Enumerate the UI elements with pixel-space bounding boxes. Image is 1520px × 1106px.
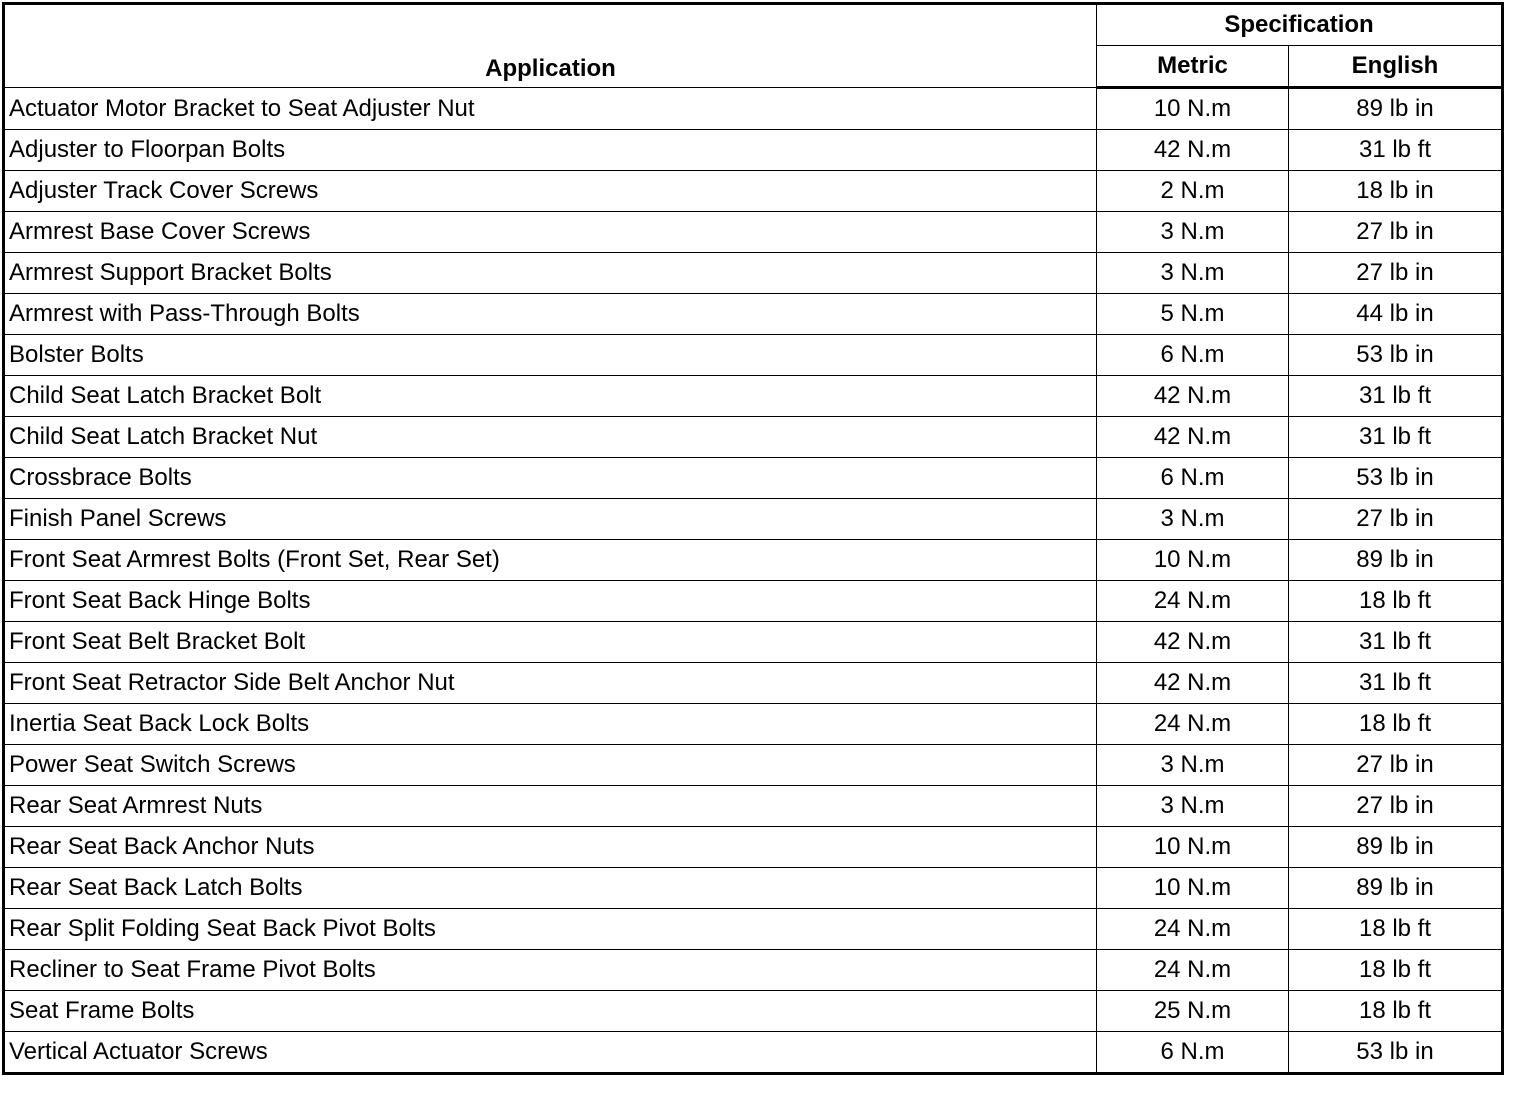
metric-cell: 10 N.m	[1097, 540, 1289, 581]
table-row	[4, 458, 1503, 499]
table-row	[4, 499, 1503, 540]
header-row-top	[4, 4, 1503, 46]
metric-cell: 24 N.m	[1097, 581, 1289, 622]
table-row	[4, 294, 1503, 335]
english-cell: 18 lb ft	[1289, 950, 1503, 991]
english-cell: 53 lb in	[1289, 335, 1503, 376]
table-row	[4, 581, 1503, 622]
application-cell: Inertia Seat Back Lock Bolts	[4, 704, 1097, 745]
application-cell: Actuator Motor Bracket to Seat Adjuster Nut	[4, 88, 1097, 130]
application-cell: Vertical Actuator Screws	[4, 1032, 1097, 1074]
application-cell: Armrest Support Bracket Bolts	[4, 253, 1097, 294]
application-cell: Rear Seat Back Anchor Nuts	[4, 827, 1097, 868]
metric-cell: 6 N.m	[1097, 335, 1289, 376]
english-cell: 27 lb in	[1289, 745, 1503, 786]
application-header: Application	[4, 4, 1097, 88]
english-header: English	[1289, 46, 1503, 88]
english-cell: 27 lb in	[1289, 499, 1503, 540]
application-cell: Armrest Base Cover Screws	[4, 212, 1097, 253]
table-header	[4, 4, 1503, 88]
table-row	[4, 376, 1503, 417]
metric-cell: 3 N.m	[1097, 212, 1289, 253]
table-row	[4, 991, 1503, 1032]
metric-header: Metric	[1097, 46, 1289, 88]
table-row	[4, 88, 1503, 130]
english-cell: 89 lb in	[1289, 868, 1503, 909]
metric-cell: 24 N.m	[1097, 704, 1289, 745]
application-cell: Front Seat Back Hinge Bolts	[4, 581, 1097, 622]
metric-cell: 10 N.m	[1097, 868, 1289, 909]
metric-cell: 24 N.m	[1097, 909, 1289, 950]
application-cell: Adjuster to Floorpan Bolts	[4, 130, 1097, 171]
application-cell: Rear Seat Armrest Nuts	[4, 786, 1097, 827]
application-cell: Adjuster Track Cover Screws	[4, 171, 1097, 212]
english-cell: 27 lb in	[1289, 212, 1503, 253]
english-cell: 31 lb ft	[1289, 663, 1503, 704]
english-cell: 44 lb in	[1289, 294, 1503, 335]
table-row	[4, 540, 1503, 581]
table-body	[4, 88, 1503, 1074]
table-row	[4, 786, 1503, 827]
table-row	[4, 171, 1503, 212]
table-row	[4, 827, 1503, 868]
metric-cell: 2 N.m	[1097, 171, 1289, 212]
table-row	[4, 745, 1503, 786]
table-row	[4, 704, 1503, 745]
application-cell: Front Seat Armrest Bolts (Front Set, Rear Set)	[4, 540, 1097, 581]
english-cell: 27 lb in	[1289, 786, 1503, 827]
english-cell: 31 lb ft	[1289, 622, 1503, 663]
english-cell: 31 lb ft	[1289, 130, 1503, 171]
application-cell: Armrest with Pass-Through Bolts	[4, 294, 1097, 335]
table-row	[4, 212, 1503, 253]
english-cell: 18 lb ft	[1289, 704, 1503, 745]
metric-cell: 3 N.m	[1097, 745, 1289, 786]
english-cell: 18 lb ft	[1289, 909, 1503, 950]
metric-cell: 24 N.m	[1097, 950, 1289, 991]
english-cell: 53 lb in	[1289, 1032, 1503, 1074]
metric-cell: 42 N.m	[1097, 622, 1289, 663]
metric-cell: 6 N.m	[1097, 458, 1289, 499]
english-cell: 89 lb in	[1289, 540, 1503, 581]
application-cell: Seat Frame Bolts	[4, 991, 1097, 1032]
torque-spec-table	[2, 2, 1504, 1075]
application-cell: Crossbrace Bolts	[4, 458, 1097, 499]
metric-cell: 3 N.m	[1097, 253, 1289, 294]
metric-cell: 10 N.m	[1097, 88, 1289, 130]
application-cell: Rear Split Folding Seat Back Pivot Bolts	[4, 909, 1097, 950]
metric-cell: 25 N.m	[1097, 991, 1289, 1032]
english-cell: 53 lb in	[1289, 458, 1503, 499]
metric-cell: 10 N.m	[1097, 827, 1289, 868]
table-row	[4, 253, 1503, 294]
table-row	[4, 335, 1503, 376]
table-row	[4, 417, 1503, 458]
metric-cell: 42 N.m	[1097, 376, 1289, 417]
specification-header: Specification	[1097, 4, 1503, 46]
application-cell: Recliner to Seat Frame Pivot Bolts	[4, 950, 1097, 991]
application-cell: Front Seat Retractor Side Belt Anchor Nut	[4, 663, 1097, 704]
application-cell: Front Seat Belt Bracket Bolt	[4, 622, 1097, 663]
metric-cell: 42 N.m	[1097, 663, 1289, 704]
table-row	[4, 950, 1503, 991]
metric-cell: 3 N.m	[1097, 786, 1289, 827]
application-cell: Finish Panel Screws	[4, 499, 1097, 540]
metric-cell: 42 N.m	[1097, 417, 1289, 458]
english-cell: 18 lb in	[1289, 171, 1503, 212]
application-cell: Rear Seat Back Latch Bolts	[4, 868, 1097, 909]
metric-cell: 3 N.m	[1097, 499, 1289, 540]
english-cell: 31 lb ft	[1289, 417, 1503, 458]
english-cell: 18 lb ft	[1289, 991, 1503, 1032]
table-row	[4, 1032, 1503, 1074]
metric-cell: 42 N.m	[1097, 130, 1289, 171]
application-cell: Child Seat Latch Bracket Bolt	[4, 376, 1097, 417]
table-row	[4, 663, 1503, 704]
table-row	[4, 868, 1503, 909]
english-cell: 27 lb in	[1289, 253, 1503, 294]
metric-cell: 5 N.m	[1097, 294, 1289, 335]
table-row	[4, 130, 1503, 171]
metric-cell: 6 N.m	[1097, 1032, 1289, 1074]
application-cell: Power Seat Switch Screws	[4, 745, 1097, 786]
application-cell: Bolster Bolts	[4, 335, 1097, 376]
english-cell: 89 lb in	[1289, 827, 1503, 868]
english-cell: 89 lb in	[1289, 88, 1503, 130]
english-cell: 31 lb ft	[1289, 376, 1503, 417]
english-cell: 18 lb ft	[1289, 581, 1503, 622]
table-row	[4, 909, 1503, 950]
table-row	[4, 622, 1503, 663]
application-cell: Child Seat Latch Bracket Nut	[4, 417, 1097, 458]
